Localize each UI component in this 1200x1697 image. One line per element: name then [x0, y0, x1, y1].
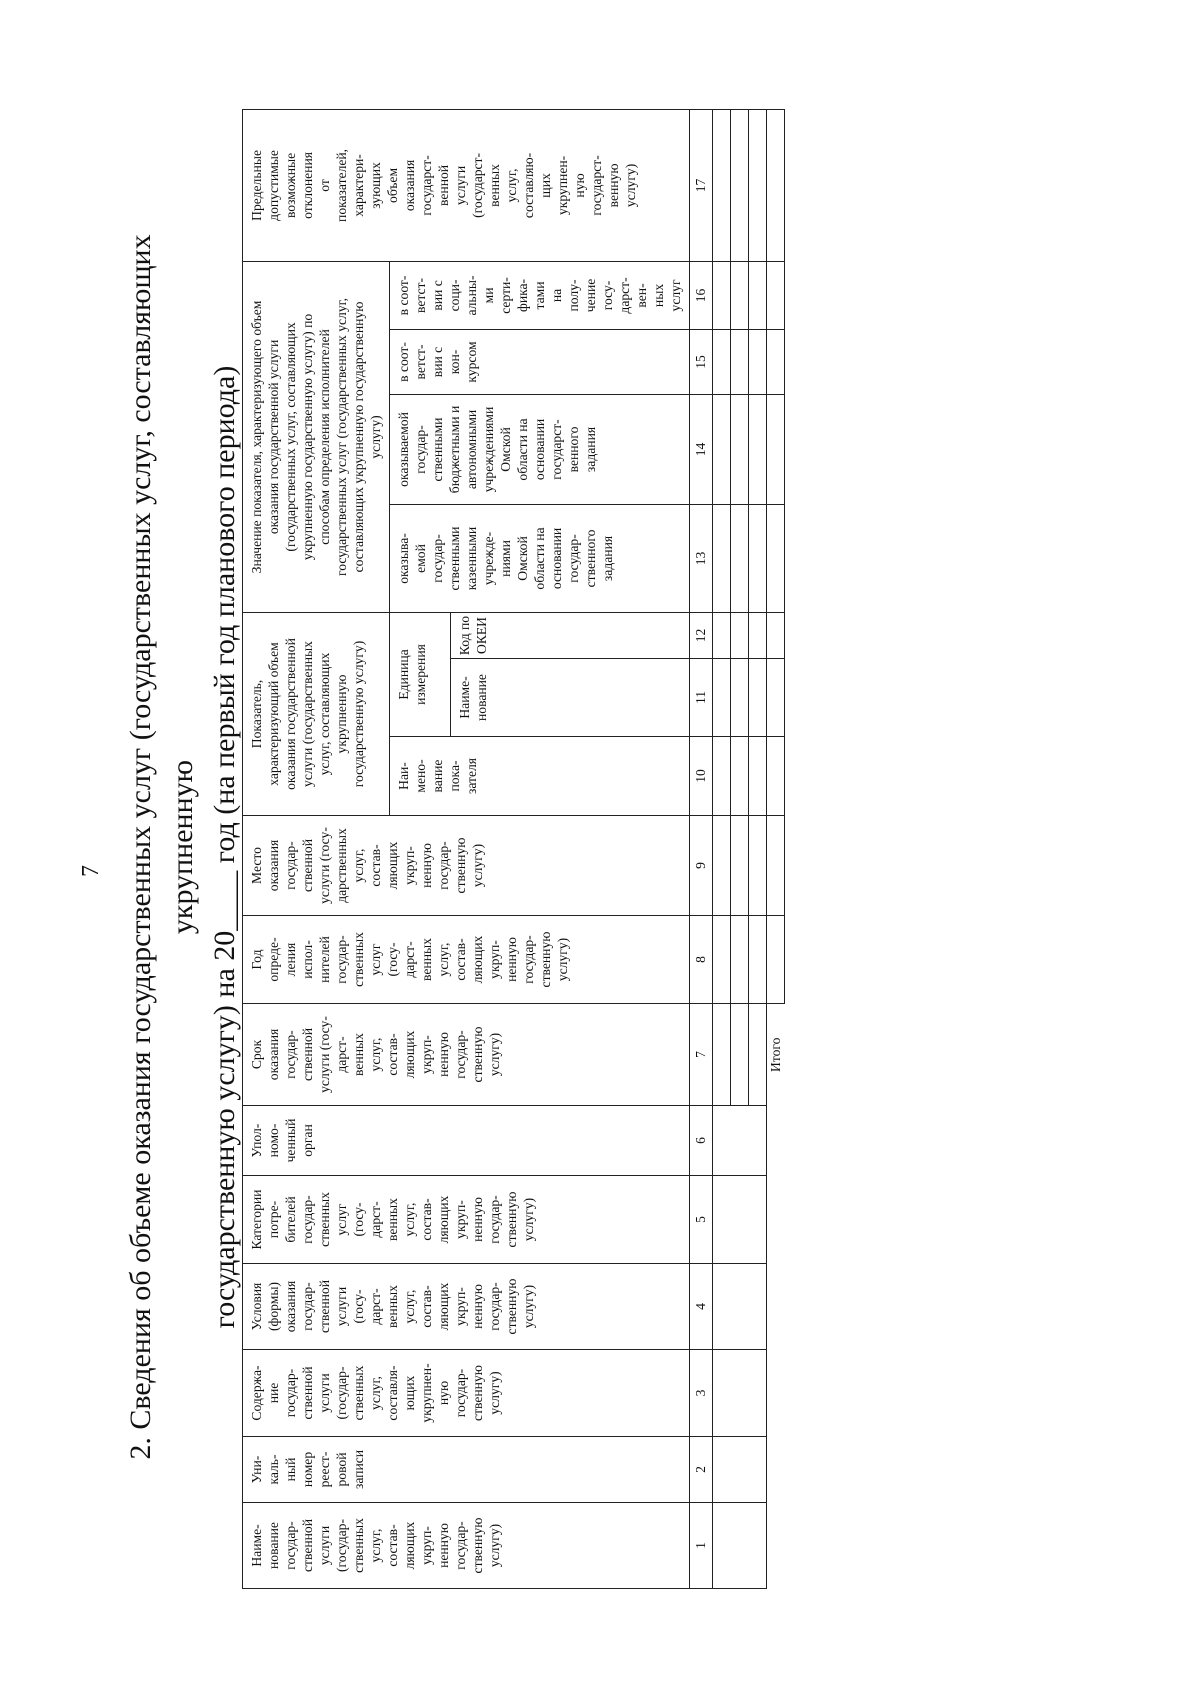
title-line-1: 2. Сведения об объеме оказания государственных услуг (государственных услуг, составляющих укрупненную [124, 234, 199, 1460]
table-cell [713, 1437, 767, 1503]
table-cell [713, 1350, 767, 1437]
table-cell [767, 737, 785, 816]
column-number: 17 [690, 109, 713, 261]
table-cell [731, 261, 749, 329]
column-number: 14 [690, 394, 713, 504]
table-cell [713, 816, 731, 916]
table-cell [749, 1004, 767, 1106]
header-service-place: Место оказания государ- ственной услуги (госу- дарственных услуг, состав- ляющих укруп- ненную государ- ственную услугу) [243, 816, 690, 916]
table-cell [749, 109, 767, 261]
table-cell [767, 329, 785, 394]
table-cell [767, 261, 785, 329]
header-consumer-categories: Категории потре- бителей государ- ственных услуг (госу- дарст- венных услуг, состав- ляющих укруп- ненную государ- ственную услугу) [243, 1176, 690, 1264]
header-budget-institutions: оказываемой государ- ственными бюджетными и автономными учреждениями Омской области на основании государст- венного задания [390, 394, 690, 504]
column-number: 3 [690, 1350, 713, 1437]
table-cell [713, 1004, 731, 1106]
volume-table [242, 109, 785, 1589]
table-cell [713, 504, 731, 612]
table-cell [749, 737, 767, 816]
header-indicator-name: Наи- мено- вание пока- зателя [390, 737, 690, 816]
table-cell [731, 659, 749, 737]
table-cell [713, 261, 731, 329]
table-cell [713, 329, 731, 394]
table-cell [749, 329, 767, 394]
page-number: 7 [78, 865, 104, 877]
table-cell [713, 109, 731, 261]
table-row [713, 109, 731, 1588]
table-cell [713, 1176, 767, 1264]
header-allowed-deviations: Предельные допустимые возможные отклонения от показателей, характери- зующих объем оказания государст- венной услуги (государст- венных услуг, составляю- щих укрупнен- ную государст- венную услугу) [243, 109, 690, 261]
header-service-name: Наиме- нование государ- ственной услуги (государ- ственных услуг, состав- ляющих укруп- ненную государ- ственную услугу) [243, 1503, 690, 1589]
table-cell [713, 612, 731, 658]
column-number: 6 [690, 1106, 713, 1176]
column-number: 5 [690, 1176, 713, 1264]
table-cell [731, 916, 749, 1004]
table-cell [731, 504, 749, 612]
table-cell [767, 916, 785, 1004]
header-registry-number: Уни- каль- ный номер реест- ровой записи [243, 1437, 690, 1503]
column-number: 11 [690, 659, 713, 737]
total-row-blank [767, 1106, 785, 1589]
table-cell [713, 1106, 767, 1176]
header-by-social-certificates: в соот- ветст- вии с соци- альны- ми серти- фика- тами на полу- чение госу- дарст- вен- ных услуг [390, 261, 690, 329]
header-state-institutions: оказыва- емой государ- ственными казенными учрежде- ниями Омской области на основании государ- ственного задания [390, 504, 690, 612]
header-unit-name: Наиме- нование [450, 659, 689, 737]
header-indicator-value: Значение показателя, характеризующего объем оказания государственной услуги (государственных услуг, составляющих укрупненную государственную услугу) по способам определения исполнителей государственных услуг (государственных услуг, составляющих укрупненную государственную услугу) [243, 261, 390, 612]
title-line-2: государственную услугу) на 20____ год (на первый год планового периода) [208, 365, 241, 1329]
table-cell [767, 394, 785, 504]
column-number: 7 [690, 1004, 713, 1106]
column-number: 12 [690, 612, 713, 658]
header-unit-of-measure: Единица измерения [390, 612, 451, 736]
table-cell [731, 329, 749, 394]
volume-table-wrapper [242, 110, 785, 1589]
total-row [767, 109, 785, 1588]
header-service-content: Содержа- ние государ- ственной услуги (государ- ственных услуг, составля- ющих укрупнен- ную государ- ственную услугу) [243, 1350, 690, 1437]
column-number: 9 [690, 816, 713, 916]
header-okei-code: Код по ОКЕИ [450, 612, 689, 658]
header-volume-indicator: Показатель, характеризующий объем оказания государственной услуги (государственных услуг, составляющих укрупненную государственную услугу) [243, 612, 390, 815]
column-number: 2 [690, 1437, 713, 1503]
table-cell [767, 612, 785, 658]
column-number: 13 [690, 504, 713, 612]
table-cell [749, 916, 767, 1004]
column-number: 10 [690, 737, 713, 816]
table-cell [749, 504, 767, 612]
header-authorized-body: Упол- номо- ченный орган [243, 1106, 690, 1176]
table-cell [749, 261, 767, 329]
table-cell [731, 1004, 749, 1106]
column-number: 16 [690, 261, 713, 329]
table-cell [731, 737, 749, 816]
table-cell [767, 816, 785, 916]
table-cell [731, 612, 749, 658]
table-cell [749, 659, 767, 737]
table-cell [749, 612, 767, 658]
table-cell [713, 659, 731, 737]
table-cell [731, 816, 749, 916]
table-cell [713, 1503, 767, 1589]
table-cell [767, 659, 785, 737]
total-label: Итого [768, 1037, 784, 1072]
header-by-competition: в соот- ветст- вии с кон- курсом [390, 329, 690, 394]
header-executor-year: Год опреде- ления испол- нителей государ- ственных услуг (госу- дарст- венных услуг, состав- ляющих укруп- ненную государ- ственную услугу) [243, 916, 690, 1004]
header-service-term: Срок оказания государ- ственной услуги (госу- дарст- венных услуг, состав- ляющих укруп- ненную государ- ственную услугу) [243, 1004, 690, 1106]
table-cell [731, 394, 749, 504]
column-number: 15 [690, 329, 713, 394]
table-cell [767, 504, 785, 612]
column-number: 1 [690, 1503, 713, 1589]
table-cell [713, 1264, 767, 1350]
table-cell [713, 737, 731, 816]
header-service-conditions: Условия (формы) оказания государ- ственной услуги (госу- дарст- венных услуг, состав- ляющих укруп- ненную государ- ственную услугу) [243, 1264, 690, 1350]
column-number: 4 [690, 1264, 713, 1350]
page-title [120, 177, 246, 1517]
table-cell [713, 916, 731, 1004]
table-cell [767, 109, 785, 261]
column-number: 8 [690, 916, 713, 1004]
table-cell [731, 109, 749, 261]
table-cell [749, 816, 767, 916]
table-cell [749, 394, 767, 504]
table-cell [713, 394, 731, 504]
